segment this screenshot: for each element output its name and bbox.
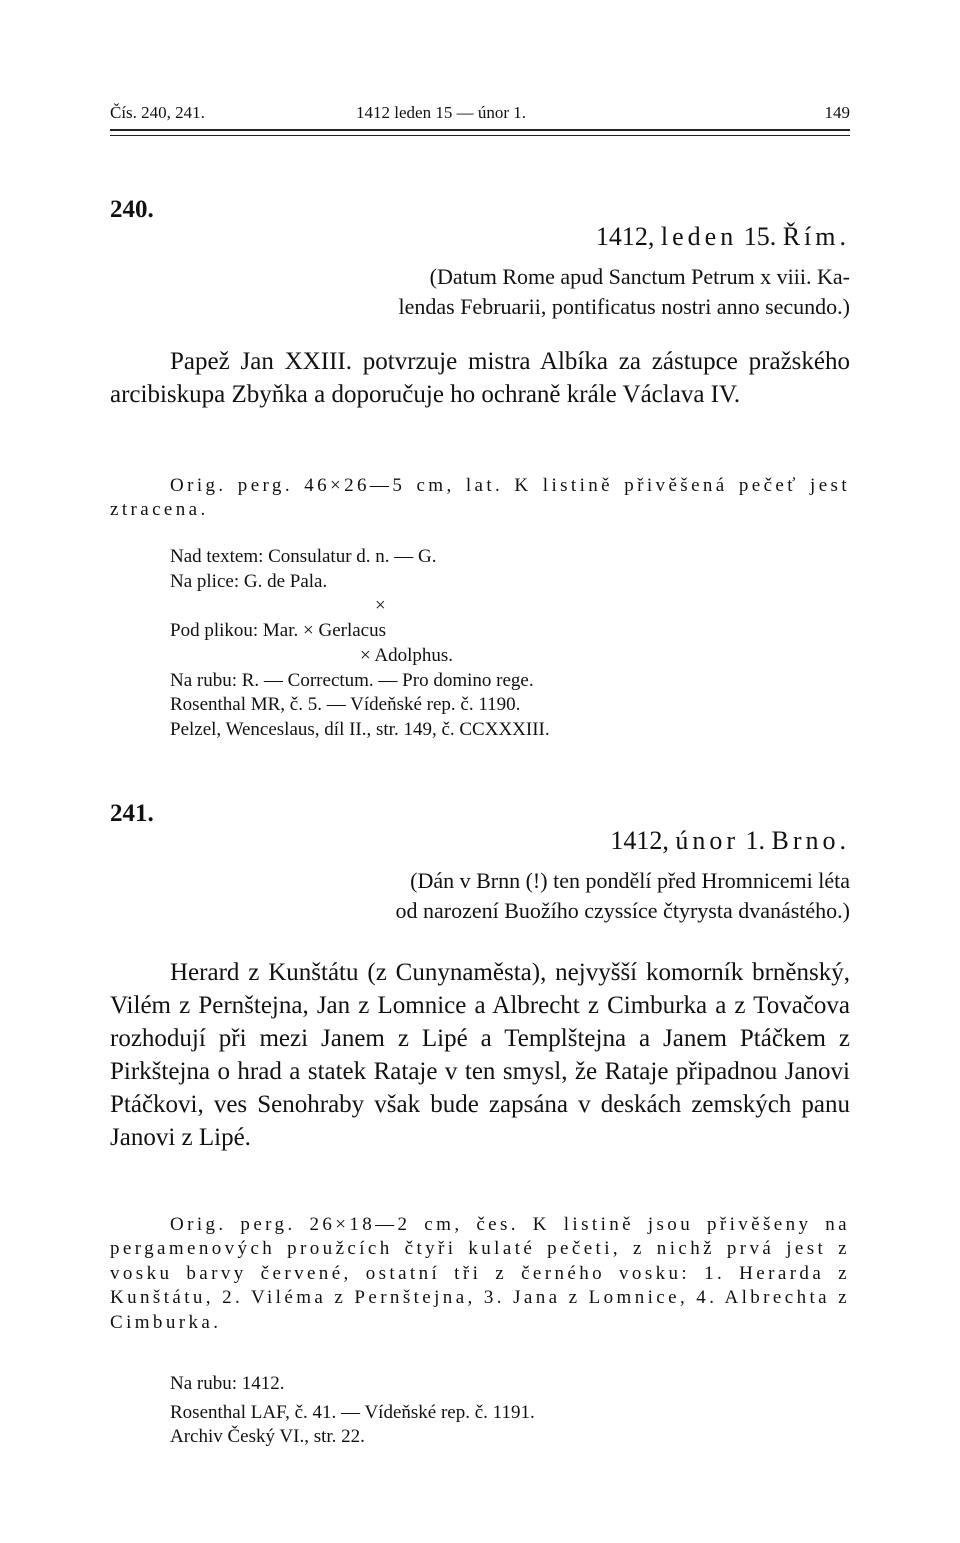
note-line: Rosenthal MR, č. 5. — Vídeňské rep. č. 1190. — [170, 694, 521, 716]
note-line: Pod plikou: Mar. × Gerlacus — [170, 620, 386, 642]
header-rule-top — [110, 129, 850, 131]
note-line: Na rubu: 1412. — [170, 1373, 285, 1394]
document-number-241: 241. — [110, 800, 154, 827]
note-line: Rosenthal LAF, č. 41. — Vídeňské rep. č. 1191. — [170, 1401, 535, 1423]
header-rule-bottom — [110, 135, 850, 136]
description-241: Orig. perg. 26×18—2 cm, čes. K listině jsou přivěšeny na pergamenových proužcích čtyři kulaté pečeti, z nichž prvá jest z vosku barvy červené, ostatní tři z černého vosku: 1. Herarda z Kunštátu, 2. Viléma z Pernštejna, 3. Jana z Lomnice, 4. Albrechta z Cimburka. — [110, 1214, 850, 1333]
note-line: Na rubu: R. — Correctum. — Pro domino rege. — [170, 669, 534, 691]
regest-240: Papež Jan XXIII. potvrzuje mistra Albíka za zástupce pražského arcibiskupa Zbyňka a doporučuje ho ochraně krále Václava IV. — [110, 348, 850, 408]
regest-241: Herard z Kunštátu (z Cunynaměsta), nejvyšší komorník brněnský, Vilém z Pernštejna, Jan z Lomnice a Albrecht z Cimburka a z Tovačova rozhodují při mezi Janem z Lipé a Templštejna a Janem Ptáčkem z Pirkštejna o hrad a statek Rataje v ten smysl, že Rataje připadnou Janovi Ptáčkovi, ves Senohraby však bude zapsána v deskách zemských panu Janovi z Lipé. — [110, 959, 850, 1151]
note-line: × — [375, 595, 386, 617]
running-header — [110, 103, 850, 125]
document-date-240: 1412, leden 15. Řím. — [595, 222, 850, 251]
page-number: 149 — [824, 103, 850, 122]
dating-clause-240: (Datum Rome apud Sanctum Petrum x viii. Ka- lendas Februarii, pontificatus nostri anno secundo.) — [398, 264, 850, 319]
note-line: Archiv Český VI., str. 22. — [170, 1426, 365, 1448]
note-line: Pelzel, Wenceslaus, díl II., str. 149, č. CCXXXIII. — [170, 718, 550, 740]
header-center: 1412 leden 15 — únor 1. — [356, 103, 526, 122]
note-line: × Adolphus. — [360, 644, 454, 666]
notes-241 — [170, 1372, 535, 1450]
notes-240 — [170, 545, 550, 743]
note-line: Nad textem: Consulatur d. n. — G. — [170, 546, 437, 567]
document-number-240: 240. — [110, 196, 154, 223]
note-line: Na plice: G. de Pala. — [170, 570, 328, 592]
header-left: Čís. 240, 241. — [110, 103, 205, 122]
document-date-241: 1412, únor 1. Brno. — [610, 826, 850, 855]
description-240: Orig. perg. 46×26—5 cm, lat. K listině přivěšená pečeť jest ztracena. — [110, 475, 850, 520]
dating-clause-241: (Dán v Brnn (!) ten pondělí před Hromnicemi léta od narození Buožího czyssíce čtyrysta dvanástého.) — [395, 868, 850, 923]
